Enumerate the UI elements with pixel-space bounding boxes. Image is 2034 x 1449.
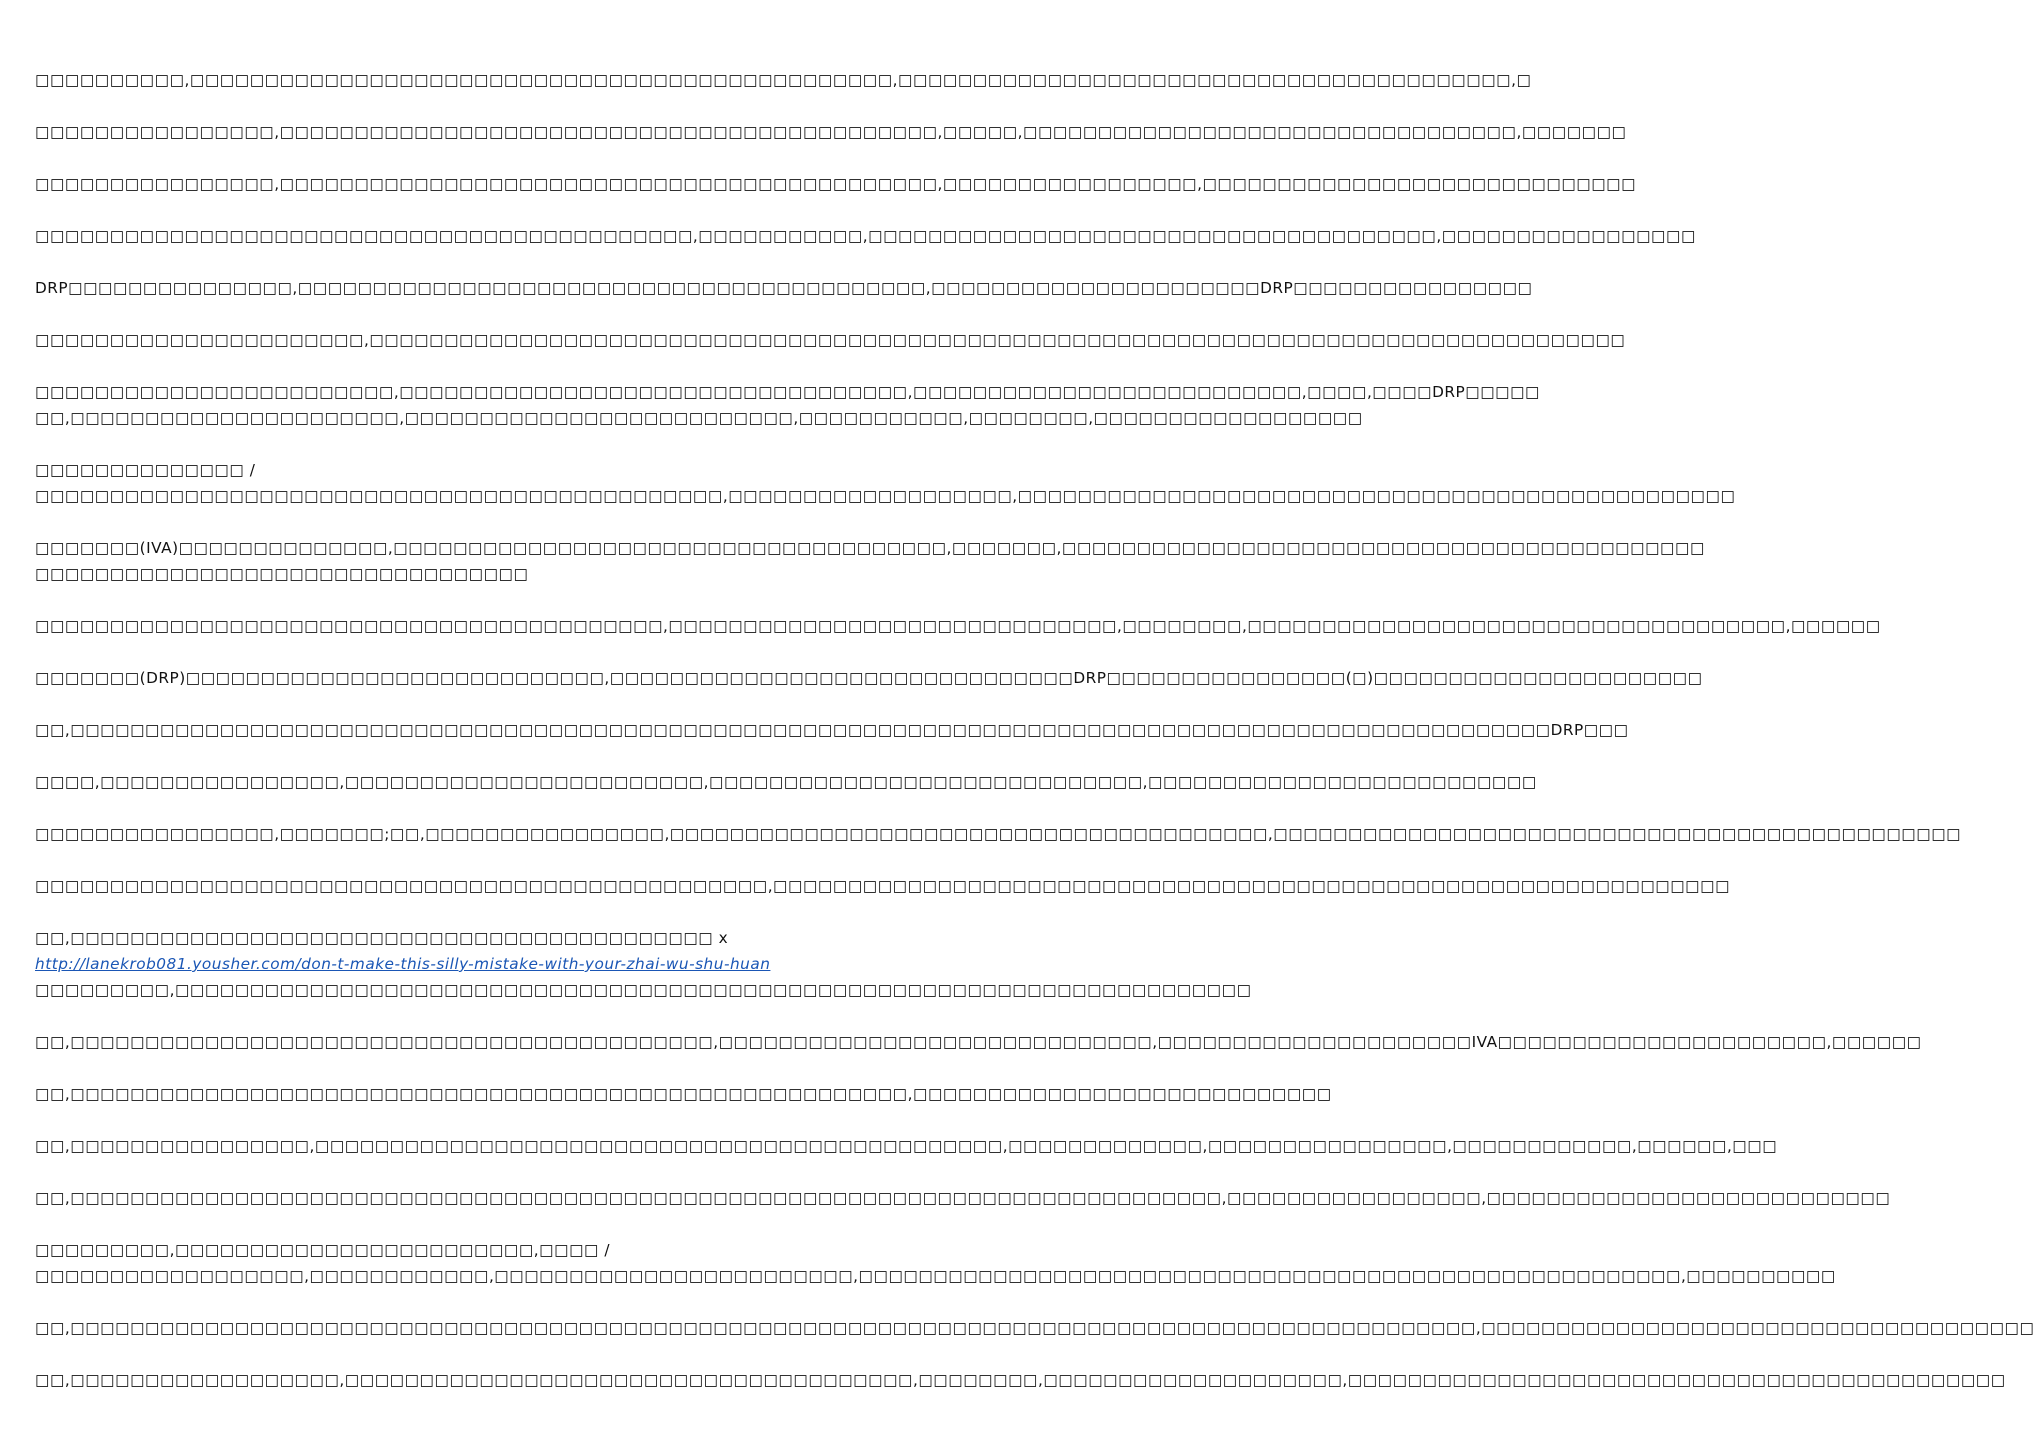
paragraph-line: □□□□□□□□□□□□□□□□,□□□□□□□□□□□□□□□□□□□□□□□□□□□□□□□□□□□□□□□□□□□□,□□□□□,□□□□□□□□□□□□□□□□□□□□□□□□□□□□□□□□□,□□□□□□□ (35, 123, 1627, 141)
paragraph-line: □□□□□□□□□□□□□□□□,□□□□□□□;□□,□□□□□□□□□□□□□□□□,□□□□□□□□□□□□□□□□□□□□□□□□□□□□□□□□□□□□□□□□,□□□□□□□□□□□□□□□□□□□□□□□□□□□□□□□□□□□□□□□□□□□□□□ (35, 825, 1962, 843)
paragraph (35, 327, 1626, 353)
article-link[interactable]: http://lanekrob081.yousher.com/don-t-make-this-silly-mistake-with-your-zhai-wu-shu-huan (35, 955, 771, 973)
paragraph-line: □□□□□□□□□□□□□□□□□□□□□□□□,□□□□□□□□□□□□□□□□□□□□□□□□□□□□□□□□□□,□□□□□□□□□□□□□□□□□□□□□□□□□□,□□□□,□□□□DRP□□□□□ (35, 383, 1541, 401)
paragraph-line: □□□□□□□(IVA)□□□□□□□□□□□□□□,□□□□□□□□□□□□□□□□□□□□□□□□□□□□□□□□□□□□□,□□□□□□□,□□□□□□□□□□□□□□□□□□□□□□□□□□□□□□□□□□□□□□□□□□□ (35, 539, 1705, 557)
paragraph (35, 535, 1705, 587)
paragraph-line: □□□□□□□□□□□□□□□□□□□□□□□□□□□□□□□□□□□□□□□□□□□□,□□□□□□□□□□□,□□□□□□□□□□□□□□□□□□□□□□□□□□□□□□□□□□□□□□,□□□□□□□□□□□□□□□□□ (35, 227, 1696, 245)
paragraph (35, 457, 1736, 509)
paragraph-line: □□,□□□□□□□□□□□□□□□□□□□□□□□□□□□□□□□□□□□□□□□□□□□□□□□□□□□□□□□□□□□□□□□□□□□□□□□□□□□□□□□□□□□□□□□□□□□□□□□□□□□DRP□□□ (35, 721, 1629, 739)
link-paragraph-after: □□□□□□□□□,□□□□□□□□□□□□□□□□□□□□□□□□□□□□□□□□□□□□□□□□□□□□□□□□□□□□□□□□□□□□□□□□□□□□□□□□ (35, 981, 1252, 999)
paragraph (35, 171, 1637, 197)
paragraph-line: □□,□□□□□□□□□□□□□□□□□□□□□□,□□□□□□□□□□□□□□□□□□□□□□□□□□,□□□□□□□□□□□,□□□□□□□□,□□□□□□□□□□□□□□□□□□ (35, 409, 1363, 427)
paragraph (35, 379, 1541, 431)
paragraph (35, 223, 1696, 249)
paragraph-line: □□□□□□□□□□□□□□□□□□□□□□□□□□□□□□□□□□□□□□□□□□□□□□□□□,□□□□□□□□□□□□□□□□□□□□□□□□□□□□□□□□□□□□□□□□□□□□□□□□□□□□□□□□□□□□□□□□ (35, 877, 1731, 895)
paragraph-line: □□,□□□□□□□□□□□□□□□□□□,□□□□□□□□□□□□□□□□□□□□□□□□□□□□□□□□□□□□□□,□□□□□□□□,□□□□□□□□□□□□□□□□□□□□,□□□□□□□□□□□□□□□□□□□□□□□□□□□□□□□□□□□□□□□□□□□□ (35, 1371, 2006, 1389)
paragraph (35, 1185, 1891, 1211)
paragraph-line: □□,□□□□□□□□□□□□□□□□□□□□□□□□□□□□□□□□□□□□□□□□□□□□□□□□□□□□□□□□,□□□□□□□□□□□□□□□□□□□□□□□□□□□□ (35, 1085, 1332, 1103)
paragraph-line: □□□□□□□□□□□□□□ / (35, 461, 256, 479)
paragraph (35, 275, 1533, 301)
paragraph (35, 821, 1962, 847)
paragraph-line: □□□□□□□□□□□□□□□□□□,□□□□□□□□□□□□,□□□□□□□□□□□□□□□□□□□□□□□□,□□□□□□□□□□□□□□□□□□□□□□□□□□□□□□□□□□□□□□□□□□□□□□□□□□□□□□□,□□□□□□□□□□ (35, 1267, 1836, 1285)
paragraph (35, 1133, 1778, 1159)
paragraph-line: □□,□□□□□□□□□□□□□□□□□□□□□□□□□□□□□□□□□□□□□□□□□□□□□□□□□□□□□□□□□□□□□□□□□□□□□□□□□□□□□,□□□□□□□□□□□□□□□□□,□□□□□□□□□□□□□□□□□□□□□□□□□□□ (35, 1189, 1891, 1207)
paragraph-line: □□□□□□□□□□□□□□□□□□□□□□□□□□□□□□□□□□□□□□□□□□□□□□,□□□□□□□□□□□□□□□□□□□,□□□□□□□□□□□□□□□□□□□□□□□□□□□□□□□□□□□□□□□□□□□□□□□□ (35, 487, 1736, 505)
paragraph-line: □□□□□□□(DRP)□□□□□□□□□□□□□□□□□□□□□□□□□□□□,□□□□□□□□□□□□□□□□□□□□□□□□□□□□□□□DRP□□□□□□□□□□□□□□□□(□)□□□□□□□□□□□□□□□□□□□□□□ (35, 669, 1703, 687)
paragraph-line: □□□□,□□□□□□□□□□□□□□□□,□□□□□□□□□□□□□□□□□□□□□□□□,□□□□□□□□□□□□□□□□□□□□□□□□□□□□□,□□□□□□□□□□□□□□□□□□□□□□□□□□ (35, 773, 1537, 791)
document-body (35, 67, 2034, 1437)
paragraph (35, 1081, 1332, 1107)
paragraph-with-link (35, 925, 1252, 1003)
paragraph-line: □□□□□□□□□□□□□□□□□□□□□□□□□□□□□□□□□ (35, 565, 529, 583)
paragraph (35, 1367, 2006, 1393)
link-paragraph-before: □□,□□□□□□□□□□□□□□□□□□□□□□□□□□□□□□□□□□□□□□□□□□□ x (35, 929, 729, 947)
paragraph-line: □□□□□□□□□,□□□□□□□□□□□□□□□□□□□□□□□□,□□□□ / (35, 1241, 610, 1259)
paragraph-line: □□,□□□□□□□□□□□□□□□□□□□□□□□□□□□□□□□□□□□□□□□□□□□□□□□□□□□□□□□□□□□□□□□□□□□□□□□□□□□□□□□□□□□□□□□□□□□□□□,□□□□□□□□□□□□□□□□□□□□□□□□□□□□□□□□□□□□□ (35, 1319, 2034, 1337)
paragraph (35, 1237, 1836, 1289)
paragraph-line: □□□□□□□□□□□□□□□□□□□□□□□□□□□□□□□□□□□□□□□□□□,□□□□□□□□□□□□□□□□□□□□□□□□□□□□□□,□□□□□□□□,□□□□□□□□□□□□□□□□□□□□□□□□□□□□□□□□□□□□,□□□□□□ (35, 617, 1881, 635)
paragraph (35, 613, 1881, 639)
paragraph-line: □□□□□□□□□□□□□□□□□□□□□□,□□□□□□□□□□□□□□□□□□□□□□□□□□□□□□□□□□□□□□□□□□□□□□□□□□□□□□□□□□□□□□□□□□□□□□□□□□□□□□□□□□□□ (35, 331, 1626, 349)
paragraph (35, 67, 1532, 93)
paragraph (35, 1315, 2034, 1341)
paragraph (35, 665, 1703, 691)
paragraph (35, 717, 1629, 743)
paragraph-line: □□,□□□□□□□□□□□□□□□□□□□□□□□□□□□□□□□□□□□□□□□□□□□,□□□□□□□□□□□□□□□□□□□□□□□□□□□□□,□□□□□□□□□□□□□□□□□□□□□IVA□□□□□□□□□□□□□□□□□□□□□□,□□□□□□ (35, 1033, 1922, 1051)
paragraph-line: DRP□□□□□□□□□□□□□□□,□□□□□□□□□□□□□□□□□□□□□□□□□□□□□□□□□□□□□□□□□□,□□□□□□□□□□□□□□□□□□□□□□DRP□□□□□□□□□□□□□□□□ (35, 279, 1533, 297)
paragraph-line: □□□□□□□□□□,□□□□□□□□□□□□□□□□□□□□□□□□□□□□□□□□□□□□□□□□□□□□□□□,□□□□□□□□□□□□□□□□□□□□□□□□□□□□□□□□□□□□□□□□□,□ (35, 71, 1532, 89)
paragraph (35, 769, 1537, 795)
paragraph-line: □□□□□□□□□□□□□□□□,□□□□□□□□□□□□□□□□□□□□□□□□□□□□□□□□□□□□□□□□□□□□,□□□□□□□□□□□□□□□□□,□□□□□□□□□□□□□□□□□□□□□□□□□□□□□ (35, 175, 1637, 193)
paragraph (35, 119, 1627, 145)
paragraph (35, 1029, 1922, 1055)
paragraph (35, 873, 1731, 899)
paragraph-line: □□,□□□□□□□□□□□□□□□□,□□□□□□□□□□□□□□□□□□□□□□□□□□□□□□□□□□□□□□□□□□□□□□,□□□□□□□□□□□□□,□□□□□□□□□□□□□□□□,□□□□□□□□□□□□,□□□□□□,□□□ (35, 1137, 1778, 1155)
